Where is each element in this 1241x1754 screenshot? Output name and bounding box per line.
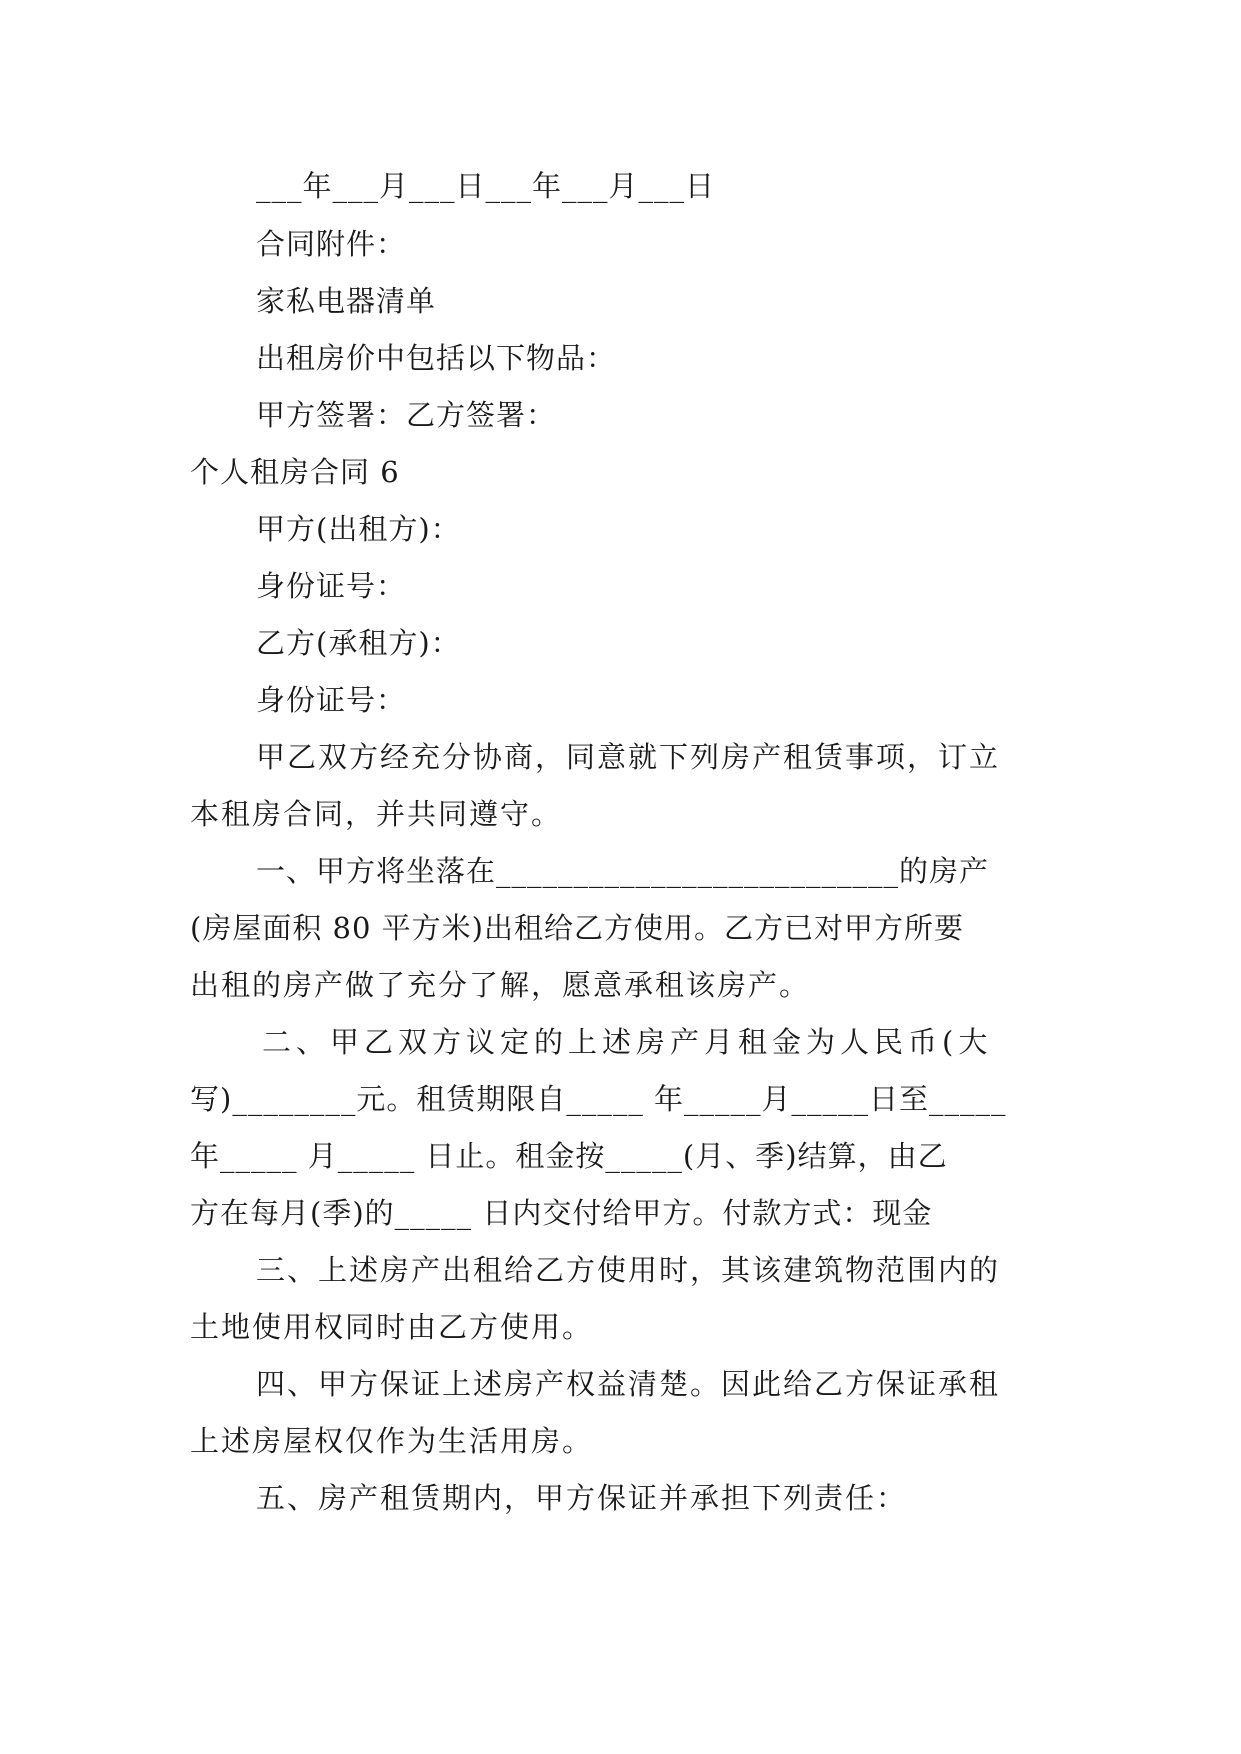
clause-2-line-4: 方在每月(季)的_____ 日内交付给甲方。付款方式：现金 <box>190 1196 933 1230</box>
preamble-line-1: 甲乙双方经充分协商，同意就下列房产租赁事项，订立 <box>256 740 1001 774</box>
clause-5-line-1: 五、房产租赁期内，甲方保证并承担下列责任： <box>256 1481 908 1515</box>
date-line: ___年___月___日___年___月___日 <box>256 169 716 203</box>
included-items-line: 出租房价中包括以下物品： <box>256 341 617 375</box>
clause-1-line-2: (房屋面积 80 平方米)出租给乙方使用。乙方已对甲方所要 <box>190 911 964 945</box>
attachment-heading: 合同附件： <box>256 227 407 261</box>
clause-3-line-1: 三、上述房产出租给乙方使用时，其该建筑物范围内的 <box>256 1253 1001 1287</box>
clause-4-line-2: 上述房屋权仅作为生活用房。 <box>190 1424 594 1458</box>
furniture-list-title: 家私电器清单 <box>256 284 437 318</box>
clause-1-line-1: 一、甲方将坐落在__________________________的房产 <box>256 854 990 888</box>
clause-2-line-1: 二、甲乙双方议定的上述房产月租金为人民币(大 <box>262 1025 993 1059</box>
party-a-id-line: 身份证号： <box>256 569 407 603</box>
clause-1-line-3: 出租的房产做了充分了解，愿意承租该房产。 <box>190 968 811 1002</box>
clause-4-line-1: 四、甲方保证上述房产权益清楚。因此给乙方保证承租 <box>256 1367 1001 1401</box>
party-b-id-line: 身份证号： <box>256 683 407 717</box>
signature-line: 甲方签署：乙方签署： <box>256 398 557 432</box>
clause-2-line-3: 年_____ 月_____ 日止。租金按_____(月、季)结算，由乙 <box>190 1139 948 1173</box>
preamble-line-2: 本租房合同，并共同遵守。 <box>190 797 563 831</box>
party-b-line: 乙方(承租方)： <box>256 626 461 660</box>
clause-2-line-2: 写)________元。租赁期限自_____ 年_____月_____日至_____ <box>190 1082 1007 1116</box>
contract-title: 个人租房合同 6 <box>190 455 400 489</box>
party-a-line: 甲方(出租方)： <box>256 512 461 546</box>
clause-3-line-2: 土地使用权同时由乙方使用。 <box>190 1310 594 1344</box>
